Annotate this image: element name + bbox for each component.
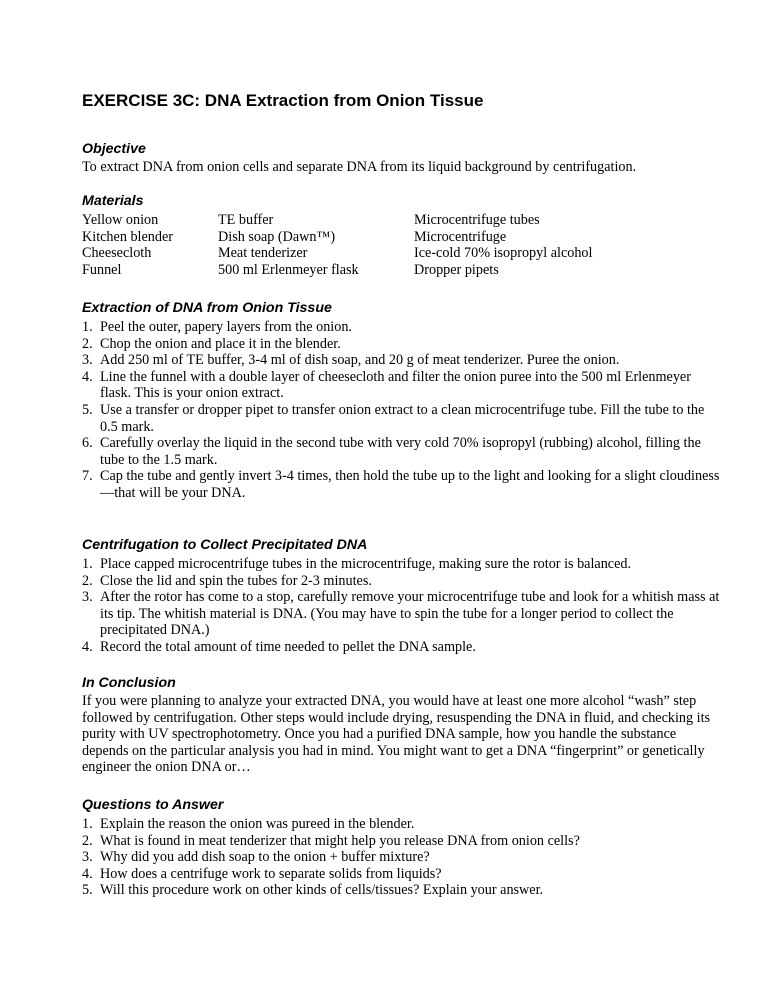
material-item: Dropper pipets [414,261,499,278]
step-text: Close the lid and spin the tubes for 2-3 minutes. [100,572,372,589]
step-text: Carefully overlay the liquid in the second tube with very cold 70% isopropyl (rubbing) alcohol, filling the tube to the 1.5 mark. [100,435,701,468]
list-item [82,468,722,501]
list-item [82,882,722,899]
list-item [82,435,722,468]
list-item [82,573,722,590]
list-item [82,556,722,573]
step-text: Add 250 ml of TE buffer, 3-4 ml of dish soap, and 20 g of meat tenderizer. Puree the onion. [100,352,620,369]
material-item: Dish soap (Dawn™) [218,228,336,245]
question-number: 4. [82,865,93,882]
list-item [82,866,722,883]
step-number: 3. [82,352,93,369]
material-item: Cheesecloth [82,245,152,262]
material-item: Ice-cold 70% isopropyl alcohol [414,245,593,262]
materials-section [82,193,722,278]
material-item: 500 ml Erlenmeyer flask [218,261,359,278]
step-text: Place capped microcentrifuge tubes in the microcentrifuge, making sure the rotor is balanced. [100,556,632,572]
step-number: 2. [82,335,93,352]
question-text: How does a centrifuge work to separate solids from liquids? [100,865,442,882]
centrifugation-section [82,537,722,656]
question-text: Will this procedure work on other kinds of cells/tissues? Explain your answer. [100,882,544,899]
step-text: After the rotor has come to a stop, carefully remove your microcentrifuge tube and look for a whitish mass at its tip. The whitish material is DNA. (You may have to spin the tube for a longer period to collect the precipitated DNA.) [100,589,720,639]
questions-section [82,797,722,899]
question-text: Why did you add dish soap to the onion + buffer mixture? [100,849,430,866]
list-item [82,369,722,402]
list-item [82,816,722,833]
conclusion-heading: In Conclusion [82,675,176,691]
list-item [82,639,722,656]
question-number: 1. [82,816,93,832]
list-item [82,589,722,639]
materials-column [414,212,714,278]
materials-heading: Materials [82,193,144,209]
question-text: Explain the reason the onion was pureed in the blender. [100,816,415,832]
conclusion-section [82,675,722,776]
step-text: Peel the outer, papery layers from the onion. [100,319,352,335]
material-item: Funnel [82,261,122,278]
material-item: Yellow onion [82,212,159,228]
step-text: Record the total amount of time needed to pellet the DNA sample. [100,638,476,655]
step-number: 6. [82,435,93,452]
conclusion-text: If you were planning to analyze your extracted DNA, you would have at least one more alcohol “wash” step followed by centrifugation. Other steps would include drying, resuspending the DNA in fluid, and checking its purity with UV spectrophotometry. Once you had a purified DNA sample, how you handle the substance depends on the particular analysis you had in mind. You might want to get a DNA “fingerprint” or genetically engineer the onion DNA or… [82,693,711,776]
objective-section [82,141,722,176]
material-item: Kitchen blender [82,228,173,245]
step-text: Cap the tube and gently invert 3-4 times, then hold the tube up to the light and looking for a slight cloudiness—that will be your DNA. [100,468,720,501]
step-number: 3. [82,589,93,606]
list-item [82,336,722,353]
list-item [82,352,722,369]
list-item [82,319,722,336]
materials-column [82,212,218,278]
centrifugation-heading: Centrifugation to Collect Precipitated DNA [82,537,368,553]
material-item: TE buffer [218,212,274,228]
question-number: 2. [82,832,93,849]
step-number: 4. [82,368,93,385]
step-text: Chop the onion and place it in the blender. [100,335,341,352]
step-number: 7. [82,468,93,485]
question-number: 3. [82,849,93,866]
materials-column [218,212,414,278]
question-text: What is found in meat tenderizer that might help you release DNA from onion cells? [100,832,580,849]
step-number: 2. [82,572,93,589]
list-item [82,833,722,850]
material-item: Meat tenderizer [218,245,308,262]
material-item: Microcentrifuge [414,228,507,245]
extraction-heading: Extraction of DNA from Onion Tissue [82,300,332,316]
material-item: Microcentrifuge tubes [414,212,540,228]
page-title: EXERCISE 3C: DNA Extraction from Onion Tissue [82,91,484,110]
centrifugation-steps [82,556,722,656]
materials-list [82,212,722,278]
extraction-section [82,300,722,502]
objective-text: To extract DNA from onion cells and separate DNA from its liquid background by centrifugation. [82,159,637,175]
extraction-steps [82,319,722,502]
step-text: Line the funnel with a double layer of cheesecloth and filter the onion puree into the 500 ml Erlenmeyer flask. This is your onion extract. [100,368,691,402]
questions-list [82,816,722,899]
questions-heading: Questions to Answer [82,797,224,813]
list-item [82,402,722,435]
step-number: 4. [82,638,93,655]
step-number: 1. [82,556,93,572]
step-text: Use a transfer or dropper pipet to transfer onion extract to a clean microcentrifuge tube. Fill the tube to the 0.5 mark. [100,401,705,435]
step-number: 5. [82,401,93,418]
question-number: 5. [82,882,93,899]
list-item [82,849,722,866]
objective-heading: Objective [82,141,146,157]
step-number: 1. [82,319,93,335]
